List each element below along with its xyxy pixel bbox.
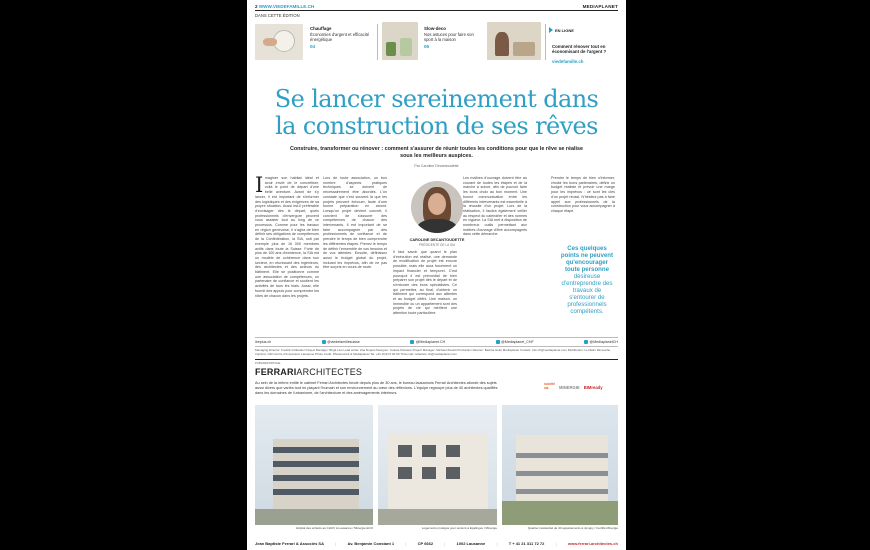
logo-light: ARCHITECTES: [296, 367, 363, 377]
masthead: [255, 2, 618, 10]
logo-bold: FERRARI: [255, 367, 297, 377]
column-text: maginer son habitat idéal et avoir envie de le concrétiser, voilà le point de départ d'une belle aventure. Avant de s'y lancer, il est important de s'informer des logistiques et des exigences de sa propre situation. Aussi est-il préférable d'envisager dès le départ, quels professionnels d'envergure peuvent vous assister tout au long de ce processus. Comme pour les travaux en région genevoise, il s'agira de bien définir ses obligations de compétences de la Confédération, la SIA, soit par exemple plus de 16 000 membres actifs dans toute la Suisse. Forte de plus de 100 ans d'existence, la SIA est un modèle de cohérence dans son secteur, en réunissant des ingénieurs, des architectes et des acteurs du bâtiment. Elle se positionne comme une association de compétences, un partenaire de confiance et soutient les activités de tous les biais. Aussi, elle fournit des appuis pour comprendre les rôles de chacun dans les projets.: [255, 176, 319, 298]
pull-quote: [559, 245, 615, 315]
ad-label: PUBLIREPORTAGE: [255, 361, 281, 365]
article-byline: Par Caroline Decantoudette: [414, 164, 459, 168]
building-caption: Hôpital des enfants au CHUV à Lausanne / Minergie ECO: [295, 526, 373, 530]
article-column-2: Lors de toute association, un bon nombre d'aspects pratiques techniques se doivent de nécessairement être abordés. L'on constate que c'est souvent là que les projets peuvent échouer, faute d'une bonne préparation en amont. Lorsqu'un projet devient concret, il convient de s'assurer des compétences de chacun des intervenants. Il est important de se faire accompagner par des professionnels de confiance et de prendre le temps de bien comprendre les différentes étapes. Prenez le temps de définir l'ensemble de vos besoins et de vos attentes. Ensuite, définissez aussi le budget global du projet, incluant les imprévus, afin de ne pas être surpris en cours de route.: [323, 176, 387, 270]
headline-line: la construction de ses rêves: [275, 112, 598, 140]
pull-quote-light: désireuse d'entreprendre des travaux de s'entourer de professionnels compétents.: [561, 273, 613, 315]
twitter-link[interactable]: @MediaplanetCH: [584, 340, 618, 344]
twitter-icon: [584, 340, 588, 344]
ferrari-logo: [255, 367, 362, 377]
teaser-image-workshop[interactable]: [487, 22, 541, 60]
impressum: Managing Director: Fredrik Colliander Project Manager: Birgit Lion Lead writer: Zoé Dupuis Designer: Colette Montans Project Manager: Michael Zanetti Production Director: Bettina Gullo Mediaplanet Contact: Info.ch@mediaplanet.com Distribution: Le Matin Dimanche Imprimé: CIR Centre d'Impression Lausanne Photo credit: Shutterstock & Mediaplanet Tel: +41 (0)44 5 00 90 70 E-mail: redaction.ch@mediaplanet.com: [255, 348, 611, 356]
instagram-icon: [410, 340, 414, 344]
page-number: 2: [255, 3, 258, 9]
social-links: [255, 339, 618, 345]
company-name: Jean Baptiste Ferrari & Associés SA: [255, 540, 324, 546]
teaser-text: Économies d'argent et efficacité énergétique: [310, 32, 370, 43]
company-website-link[interactable]: www.ferrari-architectes.ch: [567, 540, 618, 546]
certification-badges: [544, 383, 603, 390]
teaser-text: Nos astuces pour faire son sport à la maison: [424, 32, 474, 43]
teaser-page-number: 05: [424, 44, 430, 49]
author-portrait: [411, 181, 463, 233]
bim-ready-badge: BIMready: [583, 385, 603, 390]
masthead-rule: [255, 10, 618, 11]
linkedin-icon: [496, 340, 500, 344]
article-column-5: Prendre le temps de bien s'informer, choisir les bons partenaires, définir un budget réaliste et prévoir une marge pour les imprévus : ce sont les clés d'un projet réussi. N'hésitez pas à faire appel aux professionnels de la construction pour vous accompagner à chaque étape.: [551, 176, 615, 213]
article-standfirst: Construire, transformer ou rénover : comment s'assurer de réunir toutes les conditions pour que le rêve se réalise sous les meilleurs auspices.: [289, 146, 584, 159]
newspaper-page: [247, 0, 626, 550]
teaser-divider: [377, 24, 378, 60]
divider: [255, 337, 618, 338]
article-column-1: [255, 173, 319, 298]
article-headline: [247, 86, 626, 140]
facebook-icon: [322, 340, 326, 344]
building-caption: Quartier résidentiel de 40 appartements à Jongny / Certifié Minergie: [527, 526, 618, 530]
facebook-link[interactable]: @viedefamillesuisse: [322, 340, 360, 344]
building-image-hospital: [255, 405, 373, 525]
divider: [255, 346, 618, 347]
teaser-title: Chauffage: [310, 26, 332, 31]
dropcap: I: [255, 173, 264, 197]
article-column-3: Il faut savoir que quand le plan d'exécution est réalisé, une demande de modification de projet est encore possible, mais elle aura forcément un impact financier et temporel. C'est pourquoi il est primordial de bien préparer son projet dès le départ et de s'entourer des bons spécialistes. Ce qui permettra, au final, d'obtenir un bâtiment qui correspond aux attentes et au budget défini. Une maison, un immeuble ou un appartement sont des projets de vie qui méritent une attention toute particulière.: [393, 250, 457, 316]
section-label: DANS CETTE ÉDITION: [255, 13, 300, 18]
portrait-caption-name: CAROLINE DECANTOUDETTE: [409, 238, 465, 242]
online-tag-label: EN LIGNE: [555, 27, 574, 33]
play-icon: [549, 27, 553, 33]
company-cp: CP 6662: [417, 540, 434, 546]
ad-body-text: Au sein de la même entité le cabinet Ferrari Architectes fondé depuis plus de 30 ans, le bureau lausannois Ferrari Architectes aborde des sujets aussi divers que variés tout en plaçant l'humain et son environnement au cœur des réflexions. L'équipe regroupe plus de 40 architectes qualifiés dans les domaines de l'urbanisme, de l'architecture et des aménagements intérieurs.: [255, 381, 498, 395]
article-column-4: Les maîtres d'ouvrage doivent être au courant de toutes les étapes et de la marche à suivre, afin de pouvoir faire les bons choix au bon moment. Une bonne communication entre les différents intervenants est essentielle à la réussite d'un projet. Lors de la réalisation, il faudra également veiller au respect du calendrier et des normes en vigueur. La SIA met à disposition de nombreux outils permettant aux maîtres d'ouvrage d'être accompagnés dans cette démarche.: [463, 176, 527, 237]
ad-contact-bar: Jean Baptiste Ferrari & Associés SA | Av. Benjamin Constant 1 | CP 6662 | 1002 Lausanne | T + 41 21 311 72 72 | www.ferrari-architectes.ch: [255, 540, 618, 546]
web-link[interactable]: lireplus.ch: [255, 340, 272, 344]
company-phone: T + 41 21 311 72 72: [508, 540, 545, 546]
masthead-website-link[interactable]: WWW.VIEDEFAMILLE.CH: [258, 3, 315, 9]
online-teaser-link[interactable]: viedefamille.ch: [552, 59, 584, 64]
linkedin-link[interactable]: @Mediaplanet_CHF: [496, 340, 534, 344]
building-image-residential: [502, 405, 618, 525]
teaser-image-slow-deco[interactable]: [382, 22, 418, 60]
teaser-title: Slow-deco: [424, 26, 446, 31]
ad-divider: [255, 359, 618, 360]
publisher-name: MEDIAPLANET: [582, 3, 618, 9]
minergie-badge: MINERGIE: [559, 385, 580, 390]
pull-quote-strong: Ces quelques points ne peuvent qu'encourager toute personne: [560, 245, 614, 273]
online-teaser-text: Comment rénover tout en économisant de l'argent ?: [552, 44, 607, 55]
teaser-divider: [545, 24, 546, 60]
company-city: 1002 Lausanne: [456, 540, 486, 546]
teaser-image-heating[interactable]: [255, 24, 303, 60]
building-image-senior-housing: [378, 405, 497, 525]
sia-badge: société sia: [544, 382, 555, 390]
online-tag: [549, 27, 574, 33]
portrait-caption-role: PRÉSIDENTE DE LA SIA: [418, 243, 456, 247]
building-caption: Logements protégés pour séniors à Epalinges / Minergie: [421, 526, 497, 530]
instagram-link[interactable]: @Mediaplanet.CH: [410, 340, 445, 344]
teaser-page-number: 04: [310, 44, 316, 49]
company-address: Av. Benjamin Constant 1: [347, 540, 395, 546]
headline-line: Se lancer sereinement dans: [274, 85, 599, 113]
